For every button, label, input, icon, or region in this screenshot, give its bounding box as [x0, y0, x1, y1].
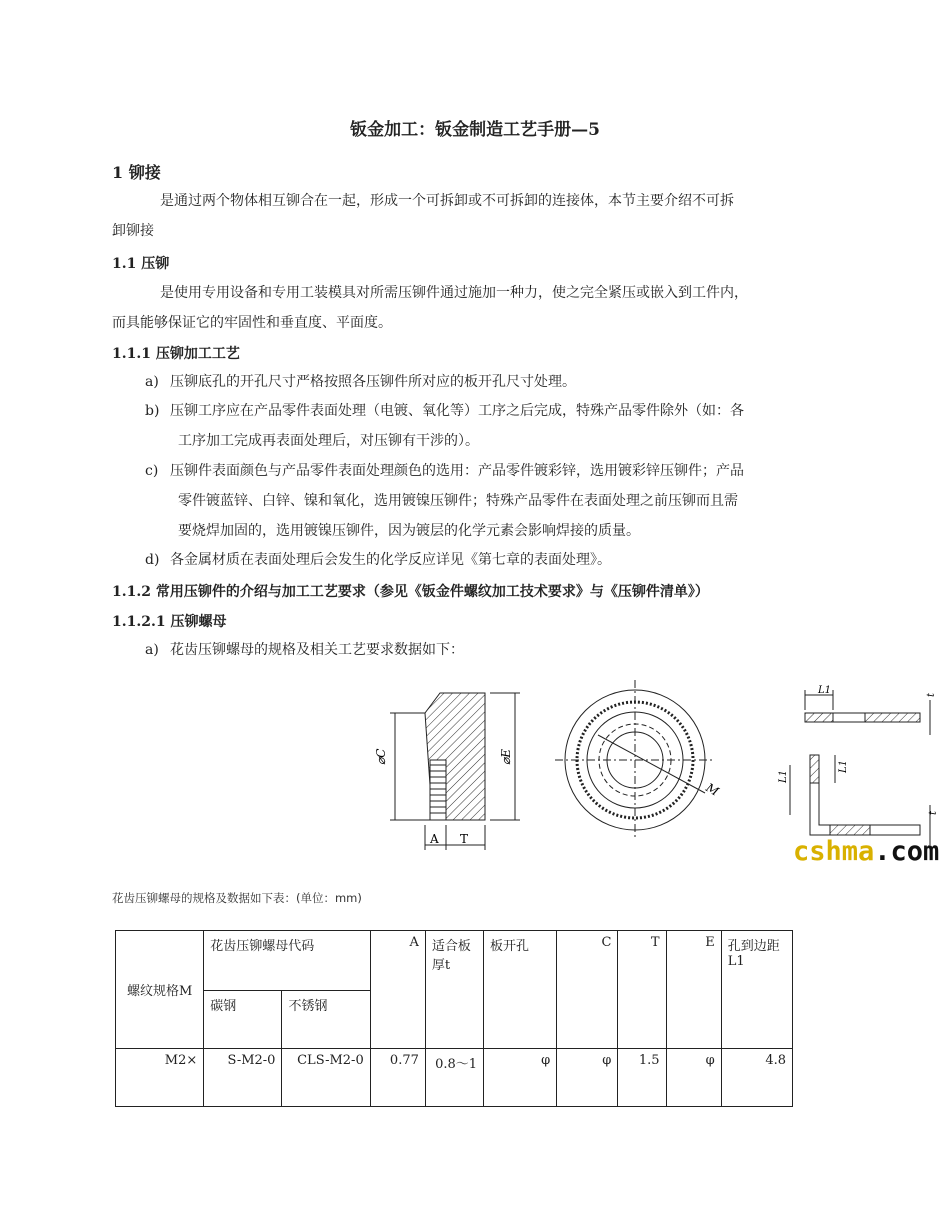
table-row — [116, 1049, 793, 1107]
section-1-1-heading: 1.1 压铆 — [112, 256, 170, 272]
cell-hole: φ — [484, 1049, 557, 1107]
nut-top-view — [555, 680, 715, 840]
section-1-1-2-heading: 1.1.2 常用压铆件的介绍与加工工艺要求（参见《钣金件螺纹加工技术要求》与《压铆件清单》） — [112, 584, 709, 600]
label-t-side: t — [928, 810, 939, 815]
list-item-a-marker: a) — [145, 374, 159, 390]
header-c: C — [557, 931, 618, 1049]
header-code: 花齿压铆螺母代码 — [204, 931, 370, 991]
cell-a: 0.77 — [370, 1049, 425, 1107]
list-item-c-line-2: 零件镀蓝锌、白锌、镍和氧化，选用镀镍压铆件；特殊产品零件在表面处理之前压铆而且需 — [178, 493, 738, 509]
label-a: A — [430, 832, 439, 846]
cell-c: φ — [557, 1049, 618, 1107]
section-1-1-1-heading: 1.1.1 压铆加工工艺 — [112, 346, 240, 362]
section-1-heading: 1 铆接 — [112, 163, 161, 182]
label-l1-inner: L1 — [838, 759, 849, 773]
label-m: M — [703, 780, 722, 799]
clinch-nut-drawing — [370, 665, 950, 865]
section-1-1-body-line-1: 是使用专用设备和专用工装模具对所需压铆件通过施加一种力，使之完全紧压或嵌入到工件内， — [160, 285, 748, 301]
watermark-text-a: cshma — [793, 836, 875, 867]
cell-t: 1.5 — [618, 1049, 666, 1107]
nut-item-marker: a) — [145, 642, 159, 658]
list-item-c-line-1: 压铆件表面颜色与产品零件表面处理颜色的选用：产品零件镀彩锌，选用镀彩锌压铆件；产品 — [170, 463, 744, 479]
header-stainless: 不锈钢 — [282, 991, 370, 1049]
label-t: T — [460, 832, 469, 846]
list-item-c-marker: c) — [145, 463, 159, 479]
header-carbon: 碳钢 — [204, 991, 282, 1049]
label-l1-side: L1 — [778, 769, 789, 783]
section-1-1-2-1-heading: 1.1.2.1 压铆螺母 — [112, 614, 227, 630]
nut-side-view — [390, 693, 520, 850]
cell-l1: 4.8 — [721, 1049, 792, 1107]
header-hole: 板开孔 — [484, 931, 557, 1049]
header-spec: 螺纹规格M — [116, 931, 204, 1049]
section-1-1-body-line-2: 而具能够保证它的牢固性和垂直度、平面度。 — [112, 315, 392, 331]
label-l1-top: L1 — [818, 685, 832, 696]
header-thick: 适合板厚t — [425, 931, 483, 1049]
cell-thick: 0.8～1 — [425, 1049, 483, 1107]
watermark-logo — [793, 836, 939, 867]
nut-item-text: 花齿压铆螺母的规格及相关工艺要求数据如下： — [170, 642, 464, 658]
header-a: A — [370, 931, 425, 1049]
nut-spec-table — [115, 930, 793, 1107]
cell-e: φ — [666, 1049, 721, 1107]
list-item-b-marker: b) — [145, 403, 160, 419]
header-e: E — [666, 931, 721, 1049]
list-item-b-line-2: 工序加工完成再表面处理后，对压铆有干涉的）。 — [178, 433, 479, 449]
header-t: T — [618, 931, 666, 1049]
table-caption: 花齿压铆螺母的规格及数据如下表：(单位：mm) — [112, 891, 362, 905]
list-item-c-line-3: 要烧焊加固的，选用镀镍压铆件，因为镀层的化学元素会影响焊接的质量。 — [178, 523, 640, 539]
page-title: 钣金加工：钣金制造工艺手册—5 — [350, 120, 600, 140]
list-item-a-line-1: 压铆底孔的开孔尺寸严格按照各压铆件所对应的板开孔尺寸处理。 — [170, 374, 576, 390]
header-l1: 孔到边距L1 — [721, 931, 792, 1049]
label-dia-e: ⌀E — [499, 749, 513, 765]
cell-stainless: CLS-M2-0 — [282, 1049, 370, 1107]
label-dia-c: ⌀C — [374, 748, 388, 765]
list-item-b-line-1: 压铆工序应在产品零件表面处理（电镀、氧化等）工序之后完成，特殊产品零件除外（如：各 — [170, 403, 744, 419]
watermark-text-b: .com — [874, 836, 940, 867]
cell-spec: M2× — [116, 1049, 204, 1107]
label-t-top: t — [926, 692, 937, 697]
table-header-row — [116, 931, 793, 991]
sheet-edge-views — [790, 690, 930, 845]
section-1-body-line-2: 卸铆接 — [112, 223, 154, 239]
cell-carbon: S-M2-0 — [204, 1049, 282, 1107]
section-1-body-line-1: 是通过两个物体相互铆合在一起，形成一个可拆卸或不可拆卸的连接体，本节主要介绍不可拆 — [160, 193, 734, 209]
list-item-d-line-1: 各金属材质在表面处理后会发生的化学反应详见《第七章的表面处理》。 — [170, 552, 611, 568]
list-item-d-marker: d) — [145, 552, 160, 568]
